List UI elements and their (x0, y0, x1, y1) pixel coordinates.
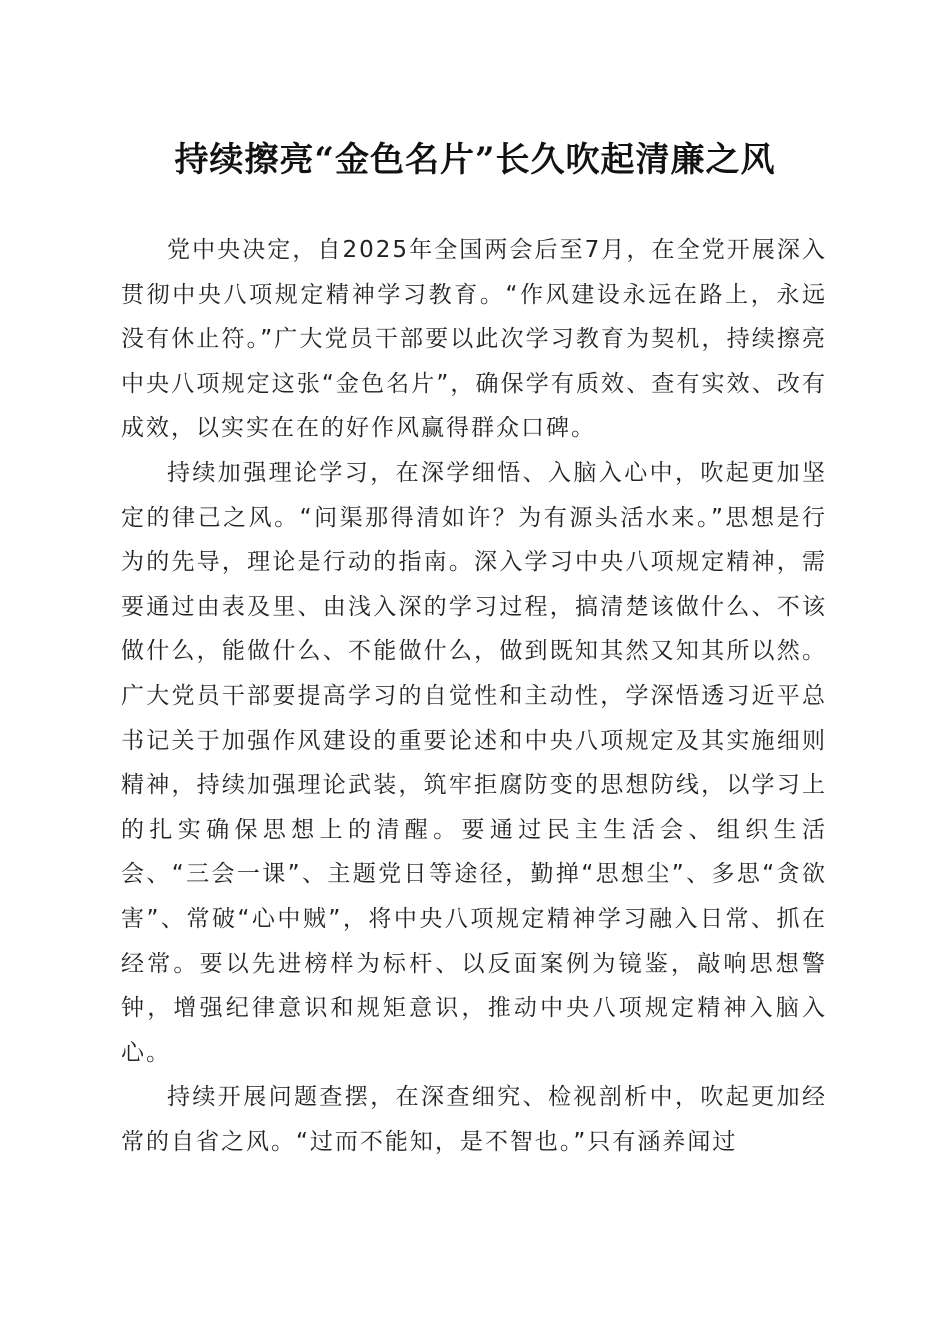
document-body (121, 228, 827, 1164)
paragraph: 党中央决定，自2025年全国两会后至7月，在全党开展深入贯彻中央八项规定精神学习教育。“作风建设永远在路上，永远没有休止符。”广大党员干部要以此次学习教育为契机，持续擦亮中央八项规定这张“金色名片”，确保学有质效、查有实效、改有成效，以实实在在的好作风赢得群众口碑。 (121, 237, 827, 442)
paragraph: 持续加强理论学习，在深学细悟、入脑入心中，吹起更加坚定的律己之风。“问渠那得清如许？为有源头活水来。”思想是行为的先导，理论是行动的指南。深入学习中央八项规定精神，需要通过由表及里、由浅入深的学习过程，搞清楚该做什么、不该做什么，能做什么、不能做什么，做到既知其然又知其所以然。广大党员干部要提高学习的自觉性和主动性，学深悟透习近平总书记关于加强作风建设的重要论述和中央八项规定及其实施细则精神，持续加强理论武装，筑牢拒腐防变的思想防线，以学习上的扎实确保思想上的清醒。要通过民主生活会、组织生活会、“三会一课”、主题党日等途径，勤掸“思想尘”、多思“贪欲害”、常破“心中贼”，将中央八项规定精神学习融入日常、抓在经常。要以先进榜样为标杆、以反面案例为镜鉴，敲响思想警钟，增强纪律意识和规矩意识，推动中央八项规定精神入脑入心。 (121, 459, 827, 1066)
paragraph: 持续开展问题查摆，在深查细究、检视剖析中，吹起更加经常的自省之风。“过而不能知，是不智也。”只有涵养闻过 (121, 1084, 827, 1155)
document-title: 持续擦亮“金色名片”长久吹起清廉之风 (174, 140, 776, 180)
